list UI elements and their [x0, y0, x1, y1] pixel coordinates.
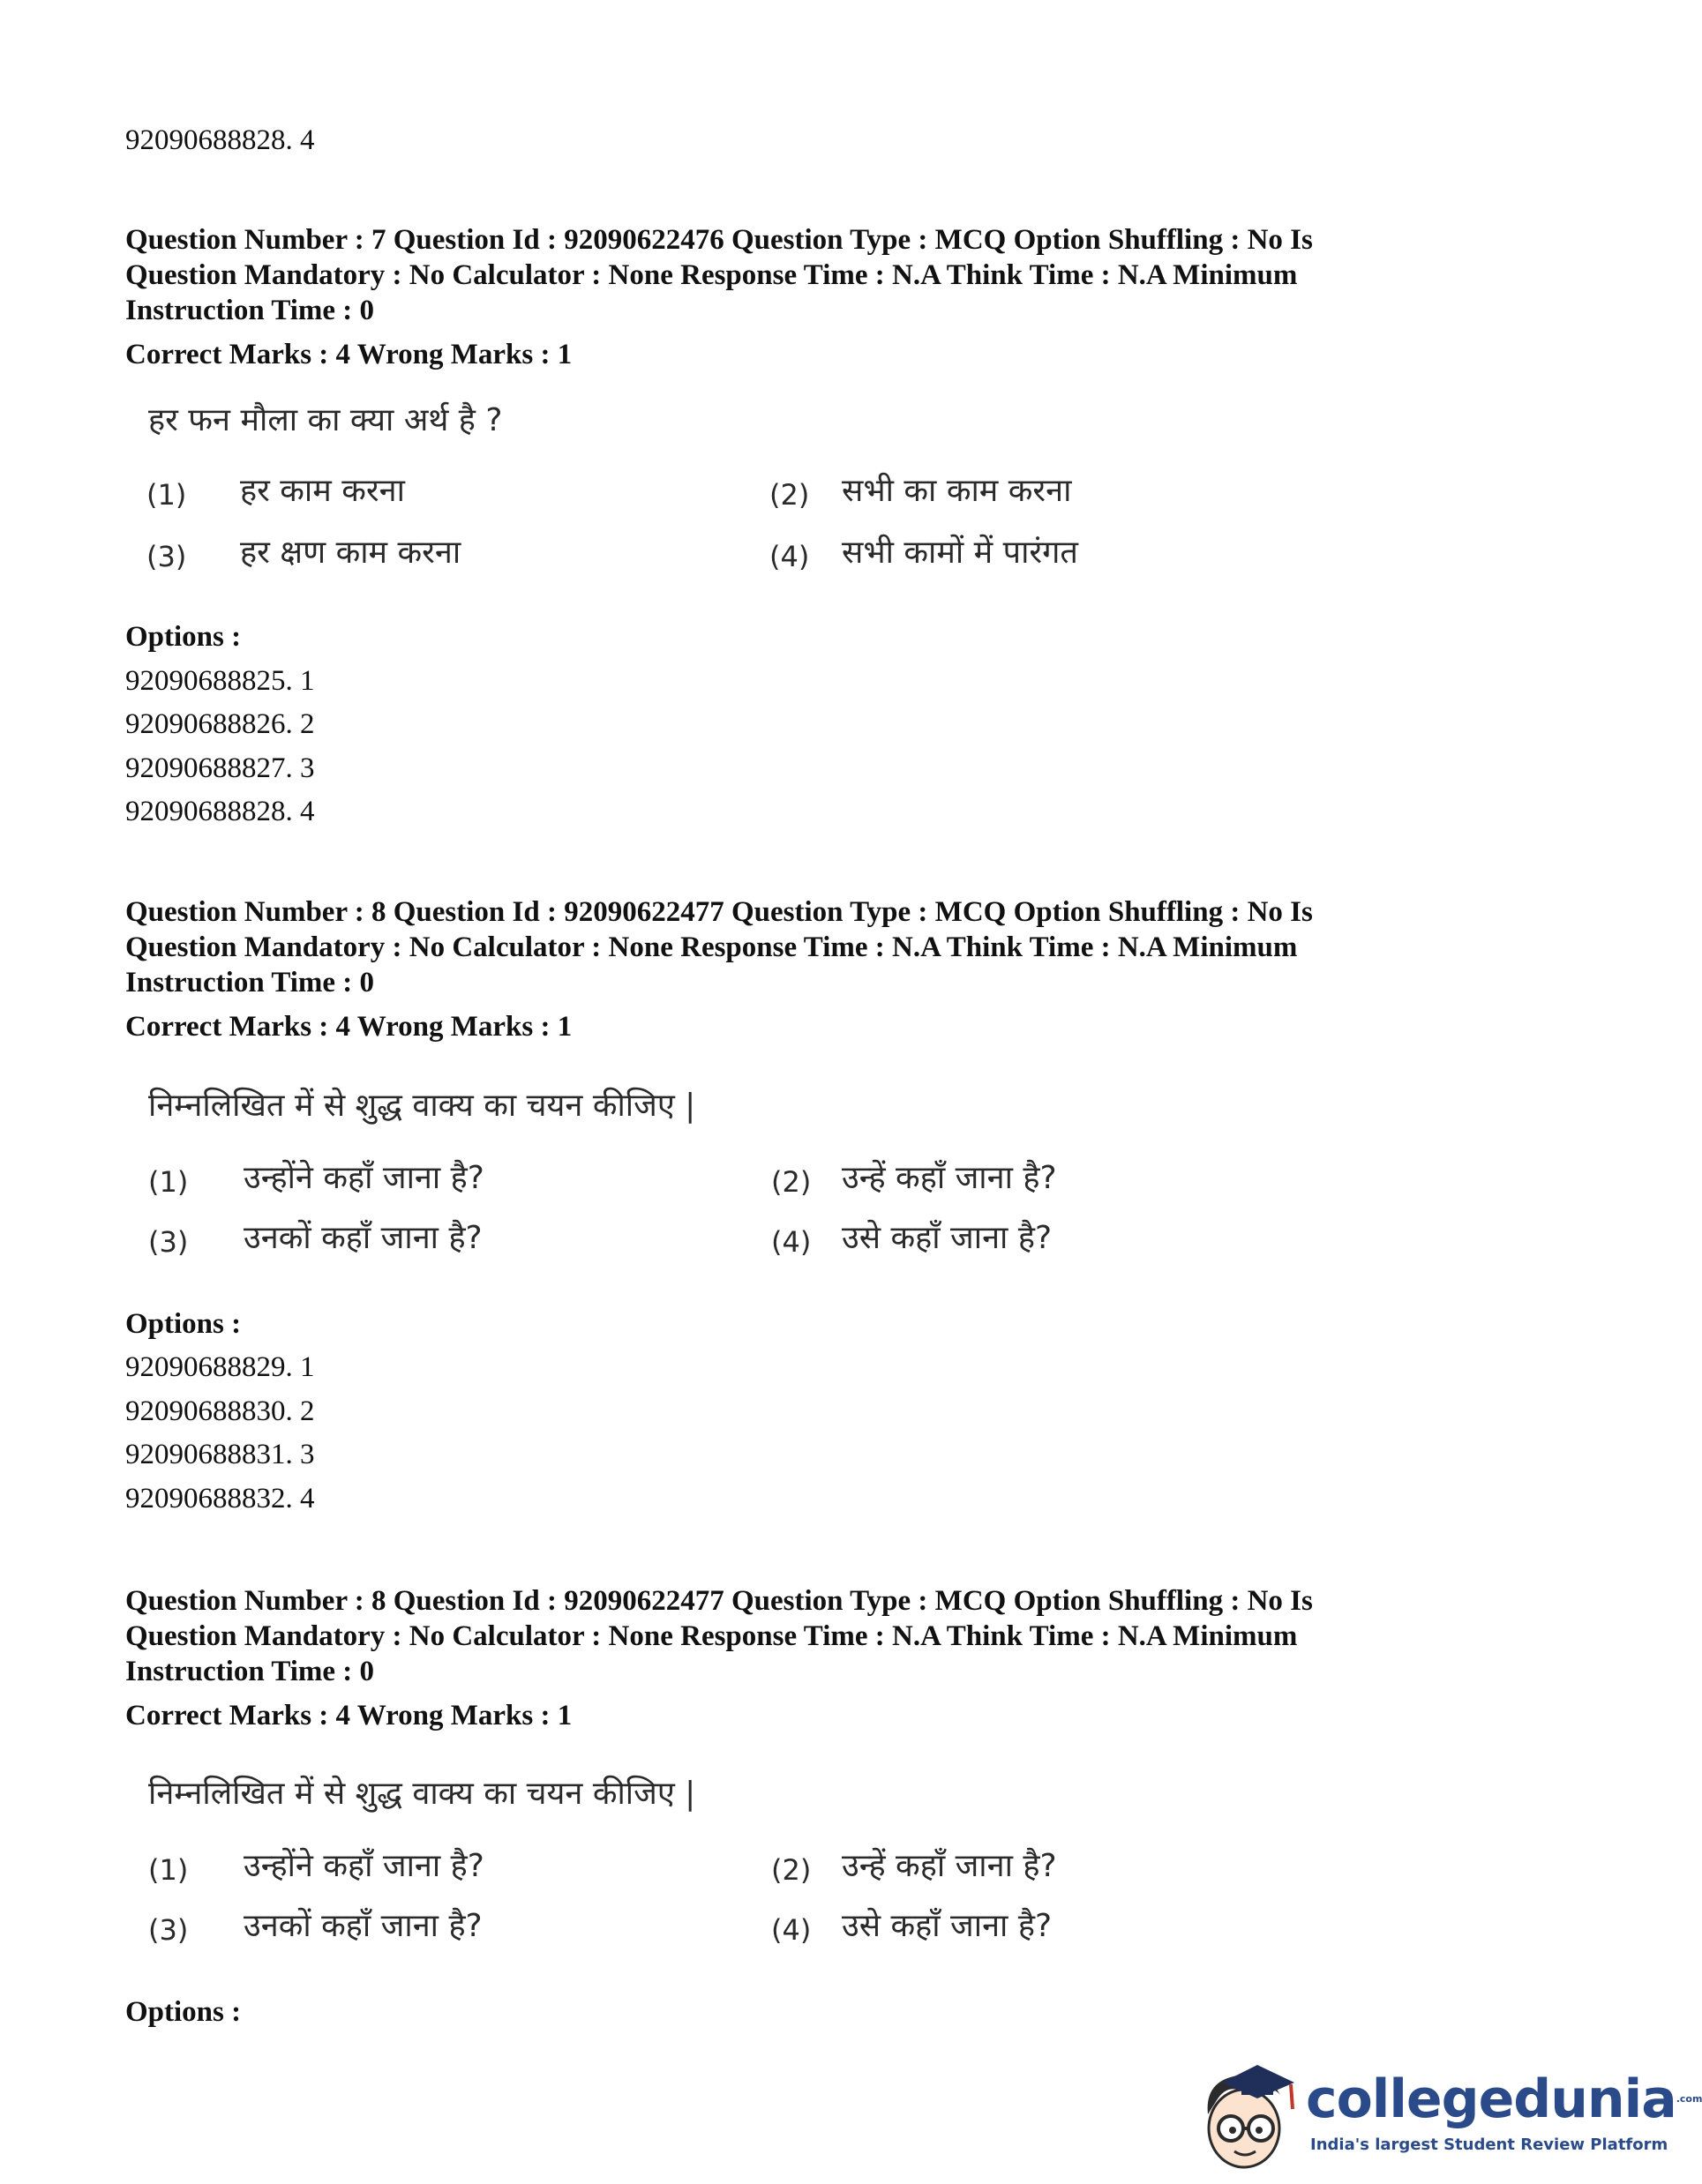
choice-text: उन्हें कहाँ जाना है? [842, 1848, 1057, 1884]
choice-number: (1) [148, 1853, 189, 1887]
options-label: Options : [125, 621, 242, 653]
option-line: 92090688831. 3 [125, 1439, 315, 1470]
choice-number: (2) [771, 1165, 812, 1199]
options-label: Options : [125, 1996, 242, 2028]
choice-text: उन्होंने कहाँ जाना है? [244, 1848, 484, 1884]
choice-text: उसे कहाँ जाना है? [842, 1220, 1053, 1256]
choice-text: उनकों कहाँ जाना है? [244, 1908, 483, 1944]
options-label: Options : [125, 1308, 242, 1340]
question-stem: निम्नलिखित में से शुद्ध वाक्य का चयन कीजिए | [148, 1088, 696, 1124]
choice-text: उनकों कहाँ जाना है? [244, 1220, 483, 1256]
question-marks: Correct Marks : 4 Wrong Marks : 1 [125, 1011, 573, 1043]
option-line: 92090688825. 1 [125, 665, 315, 697]
logo-wordmark: collegedunia$^{.com}$ [1306, 2068, 1702, 2130]
choice-text: सभी कामों में पारंगत [842, 535, 1078, 571]
choice-text: हर क्षण काम करना [240, 535, 461, 571]
logo-dotcom: .com [1676, 2093, 1702, 2105]
collegedunia-logo [1196, 2060, 1702, 2174]
question-meta-line: Question Mandatory : No Calculator : None Response Time : N.A Think Time : N.A Minimum [125, 1620, 1298, 1652]
option-line: 92090688829. 1 [125, 1351, 315, 1383]
choice-number: (4) [769, 540, 810, 573]
choice-number: (1) [146, 478, 187, 512]
question-image [141, 1087, 1156, 1272]
question-marks: Correct Marks : 4 Wrong Marks : 1 [125, 1700, 573, 1731]
choice-text: उसे कहाँ जाना है? [842, 1908, 1053, 1944]
option-line: 92090688832. 4 [125, 1483, 315, 1515]
question-meta-line: Instruction Time : 0 [125, 295, 375, 326]
question-meta-line: Question Number : 7 Question Id : 92090622476 Question Type : MCQ Option Shuffling : No Is [125, 224, 1313, 256]
choice-number: (2) [771, 1853, 812, 1887]
question-marks: Correct Marks : 4 Wrong Marks : 1 [125, 339, 573, 370]
option-line: 92090688830. 2 [125, 1395, 315, 1427]
choice-number: (1) [148, 1165, 189, 1199]
question-meta-line: Question Mandatory : No Calculator : None Response Time : N.A Think Time : N.A Minimum [125, 931, 1298, 963]
question-meta-line: Question Number : 8 Question Id : 92090622477 Question Type : MCQ Option Shuffling : No Is [125, 1585, 1313, 1617]
logo-tagline: India's largest Student Review Platform [1310, 2135, 1668, 2154]
choice-text: सभी का काम करना [842, 473, 1072, 509]
question-meta-line: Instruction Time : 0 [125, 967, 375, 999]
choice-text: उन्होंने कहाँ जाना है? [244, 1160, 484, 1196]
choice-number: (3) [148, 1913, 189, 1947]
choice-number: (4) [771, 1225, 812, 1259]
question-stem: हर फन मौला का क्या अर्थ है ? [148, 402, 503, 438]
question-meta-line: Question Mandatory : No Calculator : None Response Time : N.A Think Time : N.A Minimum [125, 259, 1298, 291]
choice-text: हर काम करना [240, 473, 405, 509]
question-meta-line: Instruction Time : 0 [125, 1656, 375, 1687]
choice-text: उन्हें कहाँ जाना है? [842, 1160, 1057, 1196]
option-line: 92090688828. 4 [125, 796, 315, 827]
question-image [141, 1775, 1156, 1960]
choice-number: (2) [769, 478, 810, 512]
option-line: 92090688828. 4 [125, 124, 315, 156]
question-stem: निम्नलिखित में से शुद्ध वाक्य का चयन कीजिए | [148, 1776, 696, 1812]
choice-number: (3) [146, 540, 187, 573]
option-line: 92090688826. 2 [125, 708, 315, 740]
mascot-icon [1196, 2060, 1310, 2174]
choice-number: (3) [148, 1225, 189, 1259]
option-line: 92090688827. 3 [125, 752, 315, 784]
question-image [141, 401, 1156, 587]
question-meta-line: Question Number : 8 Question Id : 92090622477 Question Type : MCQ Option Shuffling : No Is [125, 896, 1313, 928]
choice-number: (4) [771, 1913, 812, 1947]
